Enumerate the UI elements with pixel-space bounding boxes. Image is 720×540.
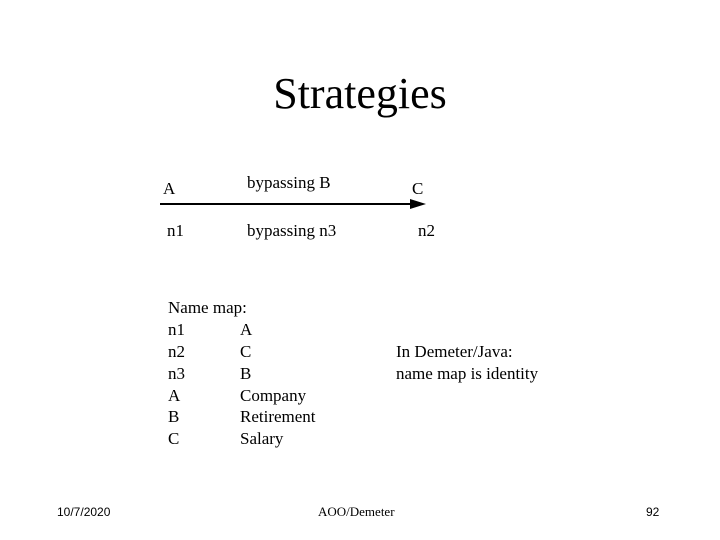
name-map-to: B [240,364,252,383]
name-map-from: n3 [168,364,185,383]
target-node: n2 [418,221,435,240]
name-map-to: A [240,320,253,339]
name-map-row [168,363,368,384]
name-map-to: C [240,342,252,361]
name-map-heading: Name map: [168,298,247,317]
name-map-row [168,428,368,449]
name-map-to: Salary [240,429,284,448]
source-label: A [163,179,176,198]
note-line-1: In Demeter/Java: [396,342,513,361]
target-label: C [412,179,424,198]
name-map-from: n1 [168,320,185,339]
name-map-row [168,385,368,406]
footer-center: AOO/Demeter [318,504,395,519]
slide-title: Strategies [273,69,447,118]
note-line-2: name map is identity [396,364,539,383]
footer-date: 10/7/2020 [57,505,111,519]
name-map-to: Company [240,386,307,405]
name-map-from: B [168,407,180,426]
name-map-from: A [168,386,181,405]
name-map-from: n2 [168,342,185,361]
name-map-row [168,406,368,427]
source-node: n1 [167,221,184,240]
page-number: 92 [646,505,660,519]
name-map-row [168,319,368,340]
bypass-label: bypassing B [247,173,331,192]
name-map-from: C [168,429,180,448]
name-map-to: Retirement [240,407,316,426]
bypass-node: bypassing n3 [247,221,337,240]
name-map-row [168,341,368,362]
